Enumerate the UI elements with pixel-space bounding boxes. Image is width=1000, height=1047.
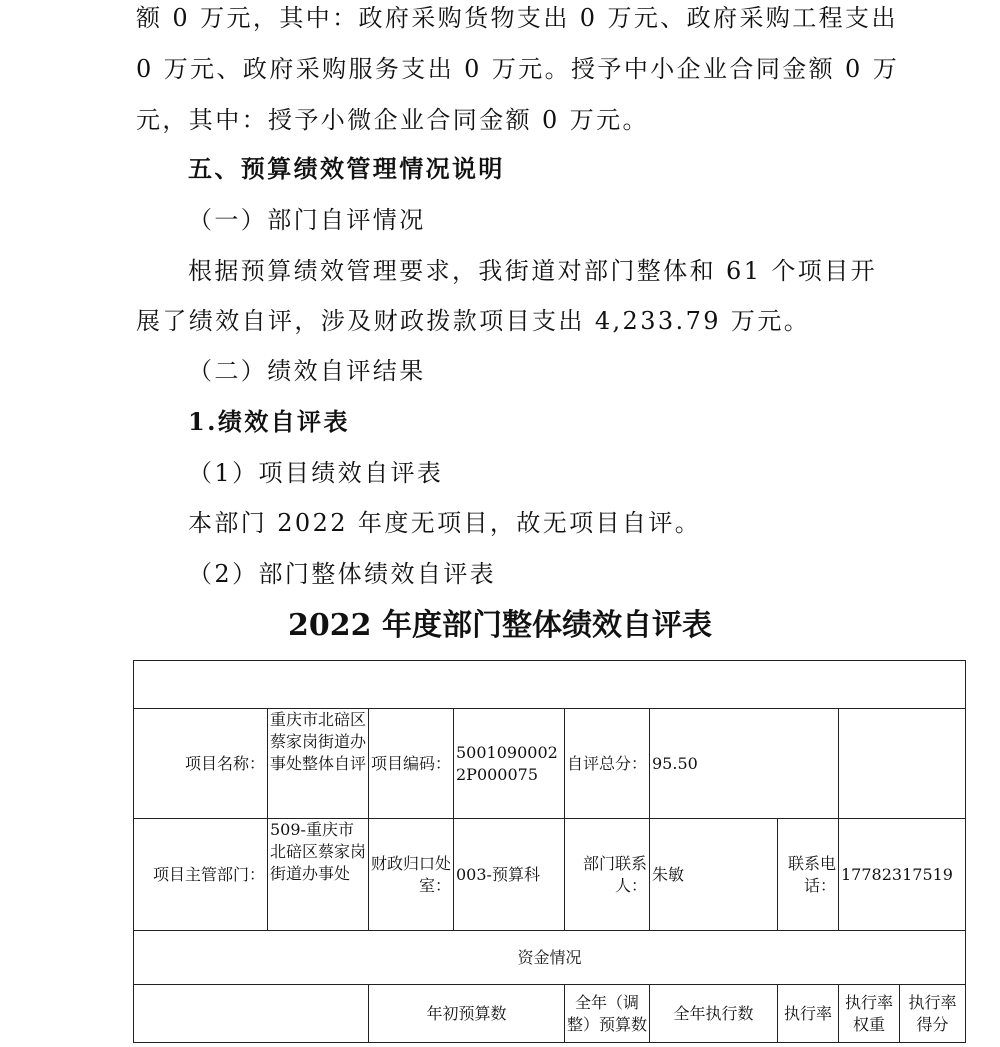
table-row-fund-header <box>134 931 966 985</box>
table-row-project <box>134 709 966 819</box>
self-eval-table <box>133 660 966 1043</box>
heading-self-eval-tables: 1.绩效自评表 <box>188 407 350 436</box>
self-score-value: 95.50 <box>650 709 839 819</box>
subsection-heading-1: （一）部门自评情况 <box>188 206 426 234</box>
fund-section-header: 资金情况 <box>134 931 966 985</box>
table-header-blank-row <box>134 661 966 709</box>
project-code-value: 50010900022P000075 <box>454 709 565 819</box>
table-row-fund-columns <box>134 985 966 1043</box>
subsection-heading-2: （二）绩效自评结果 <box>188 357 426 385</box>
heading-project-table: （1）项目绩效自评表 <box>188 459 444 487</box>
col-execution-rate: 执行率 <box>778 985 839 1043</box>
paragraph-line: 展了绩效自评，涉及财政拨款项目支出 4,233.79 万元。 <box>136 307 811 335</box>
phone-label: 联系电话： <box>778 819 839 931</box>
table-cell-empty <box>839 709 966 819</box>
col-rate-weight: 执行率权重 <box>839 985 900 1043</box>
paragraph-line: 0 万元、政府采购服务支出 0 万元。授予中小企业合同金额 0 万 <box>136 55 900 83</box>
col-executed: 全年执行数 <box>650 985 778 1043</box>
col-adjusted-budget: 全年（调整）预算数 <box>565 985 650 1043</box>
phone-value: 17782317519 <box>839 819 966 931</box>
table-cell-empty <box>134 661 966 709</box>
contact-person-value: 朱敏 <box>650 819 778 931</box>
dept-label: 项目主管部门： <box>134 819 268 931</box>
body-paragraph-3: 本部门 2022 年度无项目，故无项目自评。 <box>188 509 702 537</box>
col-initial-budget: 年初预算数 <box>369 985 565 1043</box>
project-name-label: 项目名称： <box>134 709 268 819</box>
col-rate-score: 执行率得分 <box>900 985 966 1043</box>
finance-office-label: 财政归口处室： <box>369 819 454 931</box>
paragraph-line: 元，其中：授予小微企业合同金额 0 万元。 <box>136 106 649 134</box>
project-code-label: 项目编码： <box>369 709 454 819</box>
dept-value: 509-重庆市北碚区蔡家岗街道办事处 <box>268 819 369 931</box>
project-name-value: 重庆市北碚区蔡家岗街道办事处整体自评 <box>268 709 369 819</box>
table-row-department <box>134 819 966 931</box>
finance-office-value: 003-预算科 <box>454 819 565 931</box>
paragraph-line: 根据预算绩效管理要求，我街道对部门整体和 61 个项目开 <box>188 257 877 285</box>
table-cell-empty <box>134 985 369 1043</box>
self-score-label: 自评总分： <box>565 709 650 819</box>
heading-dept-table: （2）部门整体绩效自评表 <box>188 560 497 588</box>
contact-person-label: 部门联系人： <box>565 819 650 931</box>
section-heading-5: 五、预算绩效管理情况说明 <box>188 154 505 183</box>
table-title: 2022 年度部门整体绩效自评表 <box>288 608 712 643</box>
paragraph-line: 额 0 万元，其中：政府采购货物支出 0 万元、政府采购工程支出 <box>136 4 898 32</box>
